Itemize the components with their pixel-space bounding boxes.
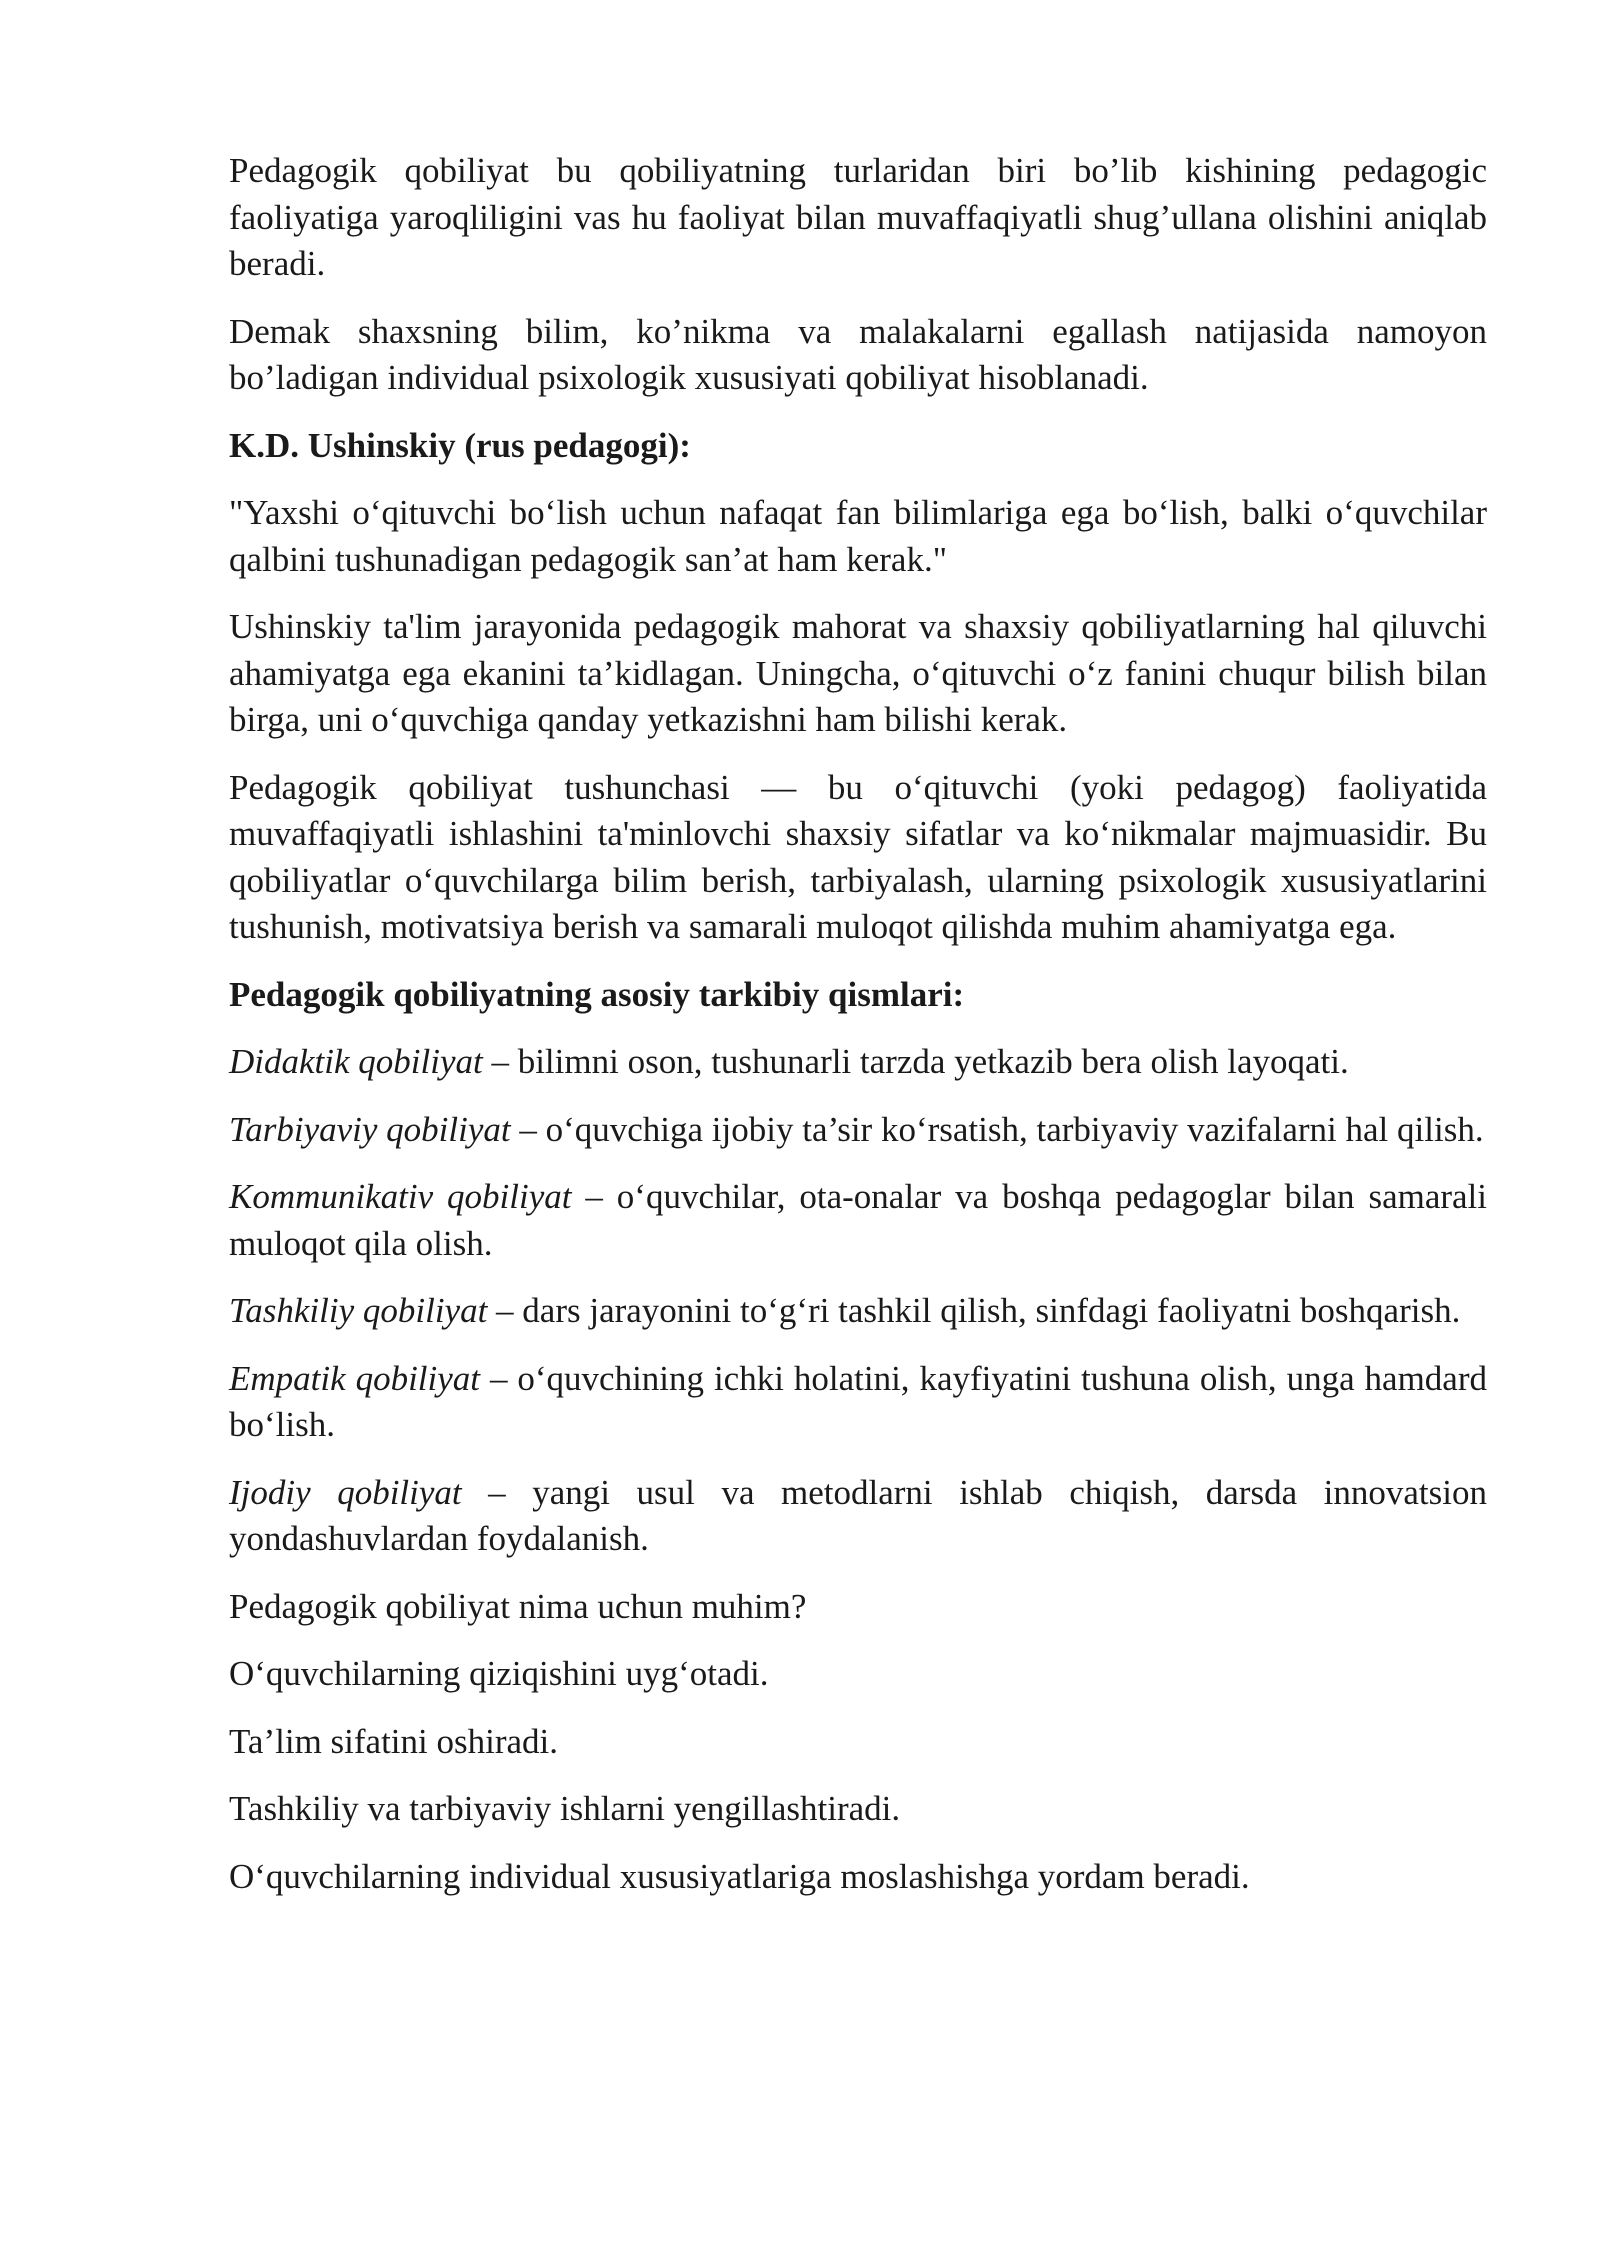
importance-item: Oʻquvchilarning qiziqishini uygʻotadi.: [229, 1654, 769, 1693]
component-item: [229, 1356, 1487, 1449]
intro-paragraph: Pedagogik qobiliyat bu qobiliyatning turlaridan biri bo’lib kishining pedagogic faoliyatiga yaroqliligini vas hu faoliyat bilan muvaffaqiyatli shug’ullana olishini aniqlab beradi.: [229, 151, 1487, 283]
component-item: [229, 1039, 1487, 1086]
component-term: Empatik qobiliyat: [229, 1358, 481, 1398]
component-item: [229, 1174, 1487, 1267]
component-desc: – bilimni oson, tushunarli tarzda yetkazib bera olish layoqati.: [482, 1042, 1349, 1081]
importance-item: Oʻquvchilarning individual xususiyatlariga moslashishga yordam beradi.: [229, 1856, 1250, 1896]
component-desc: – oʻquvchining ichki holatini, kayfiyatini tushuna olish, unga hamdard boʻlish.: [229, 1358, 1488, 1444]
component-term: Tashkiliy qobiliyat: [229, 1291, 488, 1330]
component-desc: – oʻquvchiga ijobiy ta’sir koʻrsatish, tarbiyaviy vazifalarni hal qilish.: [510, 1109, 1484, 1149]
component-term: Tarbiyaviy qobiliyat: [229, 1109, 511, 1149]
component-desc: – yangi usul va metodlarni ishlab chiqish, darsda innovatsion yondashuvlardan foydalanish.: [229, 1472, 1487, 1558]
definition-paragraph: Demak shaxsning bilim, ko’nikma va malakalarni egallash natijasida namoyon bo’ladigan individual psixologik xususiyati qobiliyat hisoblanadi.: [229, 311, 1487, 397]
document-page: [229, 148, 1487, 1921]
importance-item: Ta’lim sifatini oshiradi.: [229, 1721, 559, 1761]
ushinskiy-heading: K.D. Ushinskiy (rus pedagogi):: [229, 425, 691, 465]
concept-paragraph: Pedagogik qobiliyat tushunchasi — bu oʻqituvchi (yoki pedagog) faoliyatida muvaffaqiyatli ishlashini ta'minlovchi shaxsiy sifatlar va koʻnikmalar majmuasidir. Bu qobiliyatlar oʻquvchilarga bilim berish, tarbiyalash, ularning psixologik xususiyatlarini tushunish, motivatsiya berish va samarali muloqot qilishda muhim ahamiyatga ega.: [229, 767, 1487, 946]
component-term: Didaktik qobiliyat: [229, 1042, 483, 1081]
ushinskiy-quote: "Yaxshi oʻqituvchi boʻlish uchun nafaqat fan bilimlariga ega boʻlish, balki oʻquvchilar qalbini tushunadigan pedagogik san’at ham kerak.": [229, 493, 1487, 579]
component-desc: – dars jarayonini toʻgʻri tashkil qilish, sinfdagi faoliyatni boshqarish.: [487, 1291, 1461, 1330]
component-item: [229, 1288, 1487, 1335]
component-term: Kommunikativ qobiliyat: [229, 1177, 572, 1216]
component-desc: – oʻquvchilar, ota-onalar va boshqa pedagoglar bilan samarali muloqot qila olish.: [229, 1177, 1487, 1263]
ushinskiy-paragraph: Ushinskiy ta'lim jarayonida pedagogik mahorat va shaxsiy qobiliyatlarning hal qiluvchi ahamiyatga ega ekanini ta’kidlagan. Uningcha, oʻqituvchi oʻz fanini chuqur bilish bilan birga, uni oʻquvchiga qanday yetkazishni ham bilishi kerak.: [229, 607, 1487, 739]
importance-question: Pedagogik qobiliyat nima uchun muhim?: [229, 1586, 807, 1626]
component-item: [229, 1107, 1487, 1154]
component-term: Ijodiy qobiliyat: [229, 1472, 462, 1512]
components-heading: Pedagogik qobiliyatning asosiy tarkibiy qismlari:: [229, 974, 965, 1014]
importance-item: Tashkiliy va tarbiyaviy ishlarni yengillashtiradi.: [229, 1789, 901, 1828]
component-item: [229, 1470, 1487, 1563]
